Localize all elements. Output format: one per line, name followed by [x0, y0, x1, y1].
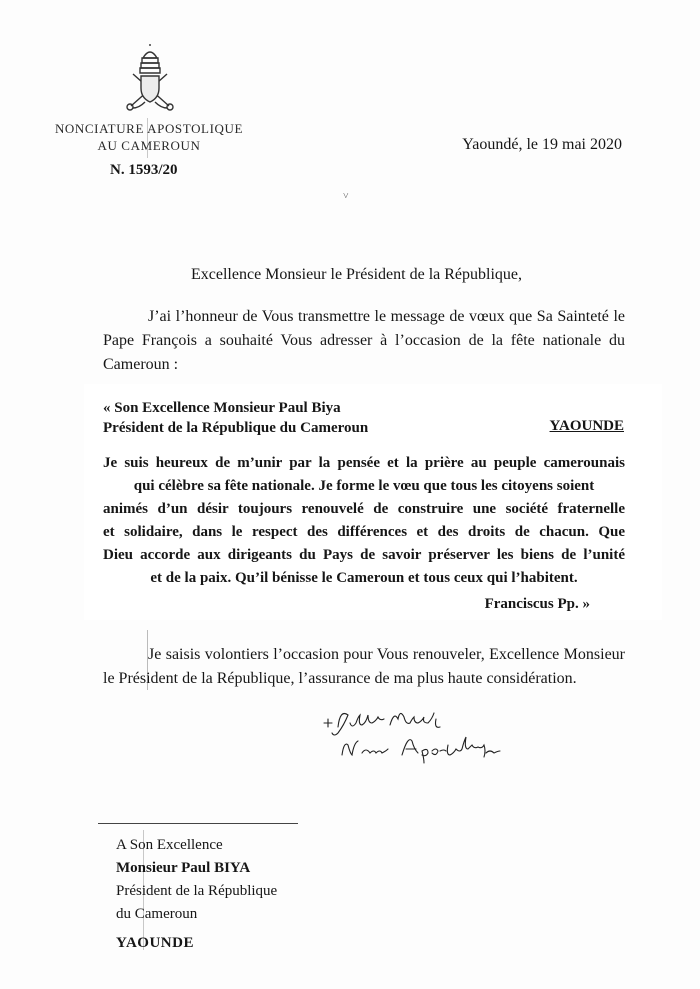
- message-body: [103, 452, 625, 590]
- nuncio-handwritten-signature: [316, 705, 556, 765]
- recipient-name: Monsieur Paul BIYA: [116, 860, 251, 876]
- message-line: Je suis heureux de m’unir par la pensée et la prière au peuple camerounais: [103, 455, 625, 471]
- message-addressee: [103, 398, 368, 438]
- closing-text: Je saisis volontiers l’occasion pour Vous renouveler, Excellence Monsieur le Président de la République, l’assurance de ma plus haute considération.: [103, 646, 625, 687]
- handwritten-text: [556, 705, 557, 706]
- handwritten-title: [556, 705, 557, 706]
- place-date: Yaoundé, le 19 mai 2020: [462, 136, 622, 153]
- nunciature-header: [40, 120, 258, 154]
- closing-paragraph: [103, 643, 625, 691]
- stray-mark: ˅: [343, 191, 349, 202]
- recipient-title: Président de la République: [116, 883, 278, 899]
- message-line: et solidaire, dans le respect des différences et des droits de chacun. Que: [103, 524, 625, 540]
- footer-divider: [98, 823, 298, 824]
- message-city: YAOUNDE: [549, 418, 624, 434]
- salutation: Excellence Monsieur le Président de la République,: [191, 266, 523, 283]
- message-line: Dieu accorde aux dirigeants du Pays de savoir préserver les biens de l’unité: [103, 547, 625, 563]
- addressee-line-1: « Son Excellence Monsieur Paul Biya: [103, 400, 341, 416]
- message-line: et de la paix. Qu’il bénisse le Cameroun et tous ceux qui l’habitent.: [150, 570, 578, 586]
- recipient-city: YAOUNDE: [116, 935, 194, 951]
- recipient-line-1: A Son Excellence: [116, 837, 223, 853]
- org-line-1: NONCIATURE APOSTOLIQUE: [54, 121, 244, 136]
- recipient-block: [116, 834, 277, 926]
- pope-signature: Franciscus Pp. »: [484, 596, 590, 612]
- reference-number: N. 1593/20: [110, 162, 178, 178]
- message-line: animés d’un désir toujours renouvelé de construire une société fraternelle: [103, 501, 625, 517]
- message-line: qui célèbre sa fête nationale. Je forme le vœu que tous les citoyens soient: [133, 478, 595, 494]
- intro-text: J’ai l’honneur de Vous transmettre le message de vœux que Sa Sainteté le Pape François a souhaité Vous adresser à l’occasion de la fête nationale du Cameroun :: [103, 308, 625, 373]
- recipient-country: du Cameroun: [116, 906, 198, 922]
- papal-crest-icon: [121, 44, 179, 114]
- org-line-2: AU CAMEROUN: [97, 138, 201, 153]
- intro-paragraph: [103, 305, 625, 377]
- addressee-line-2: Président de la République du Cameroun: [103, 420, 369, 436]
